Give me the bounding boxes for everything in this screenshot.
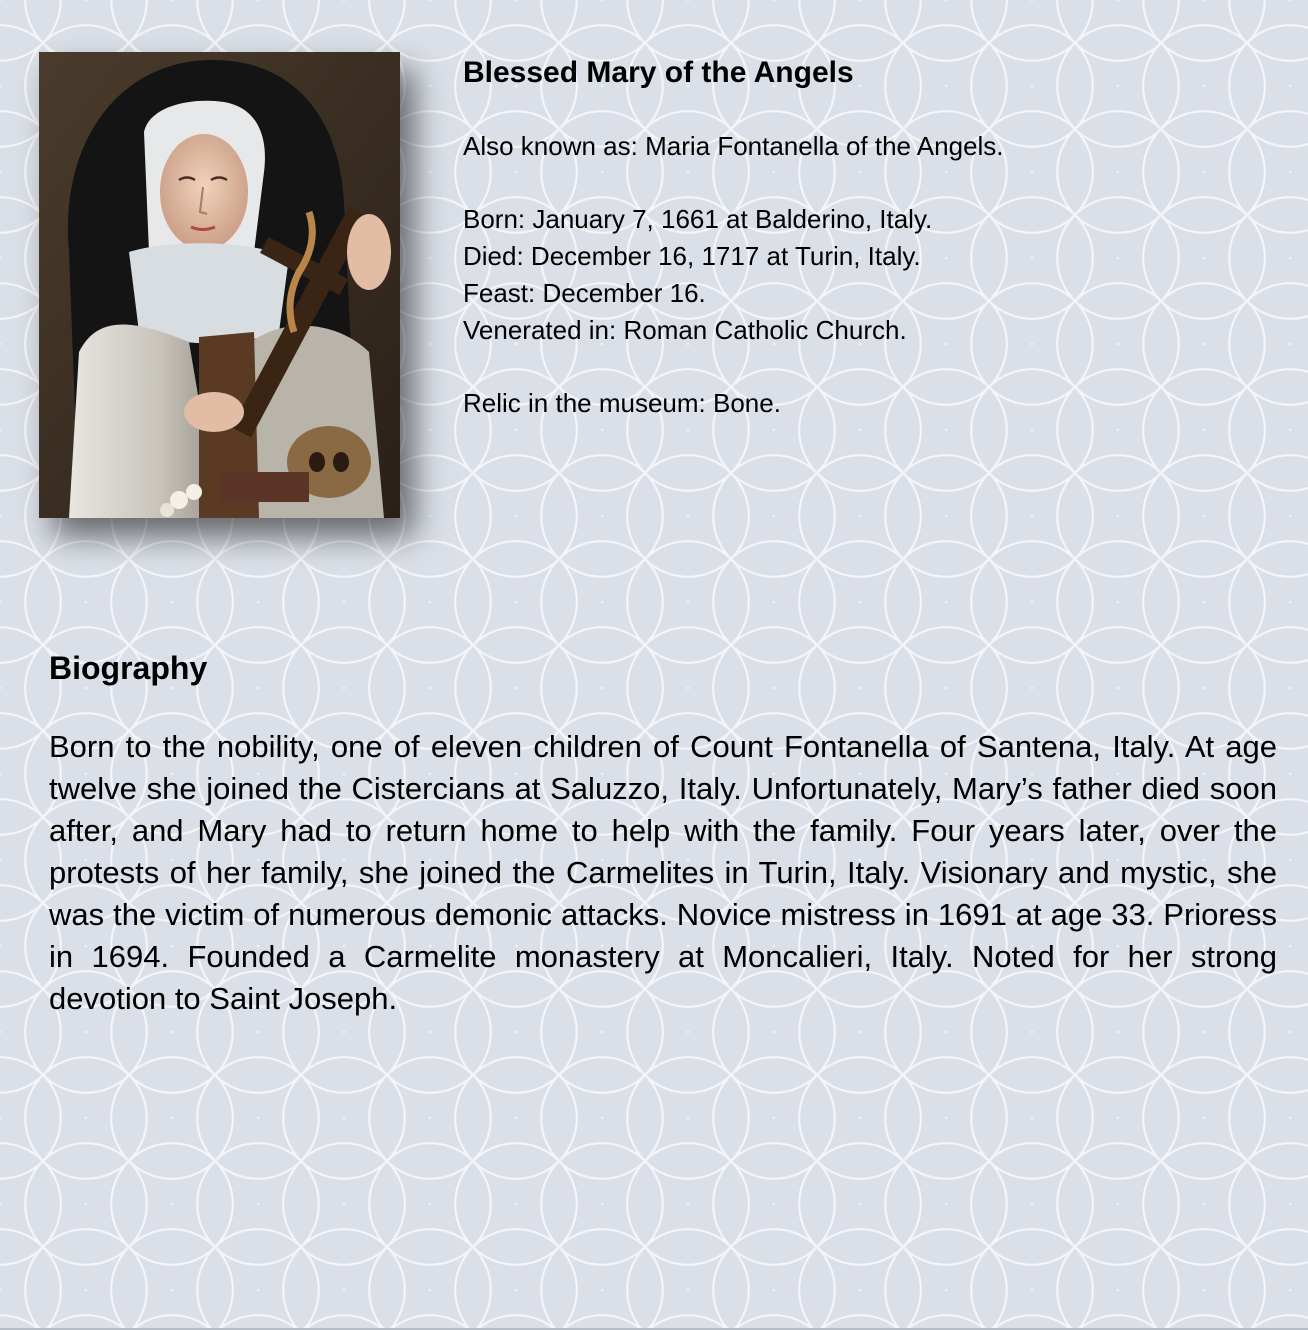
died: Died: December 16, 1717 at Turin, Italy. [463, 241, 921, 271]
born: Born: January 7, 1661 at Balderino, Italy. [463, 204, 933, 234]
saint-info [463, 54, 1263, 422]
saint-title: Blessed Mary of the Angels [463, 56, 854, 89]
relic: Relic in the museum: Bone. [463, 388, 781, 418]
also-known-as: Also known as: Maria Fontanella of the Angels. [463, 131, 1004, 161]
biography-heading: Biography [49, 650, 208, 686]
portrait-painting-icon [39, 52, 400, 518]
biography-text: Born to the nobility, one of eleven children of Count Fontanella of Santena, Italy. At age twelve she joined the Cistercians at Saluzzo, Italy. Unfortunately, Mary’s father died soon after, and Mary had to return home to help with the family. Four years later, over the protests of her family, she joined the Carmelites in Turin, Italy. Visionary and mystic, she was the victim of numerous demonic attacks. Novice mistress in 1691 at age 33. Prioress in 1694. Founded a Carmelite monastery at Moncalieri, Italy. Noted for her strong devotion to Saint Joseph. [49, 729, 1277, 1016]
venerated-in: Venerated in: Roman Catholic Church. [463, 315, 907, 345]
feast: Feast: December 16. [463, 278, 706, 308]
saint-portrait [39, 52, 400, 518]
